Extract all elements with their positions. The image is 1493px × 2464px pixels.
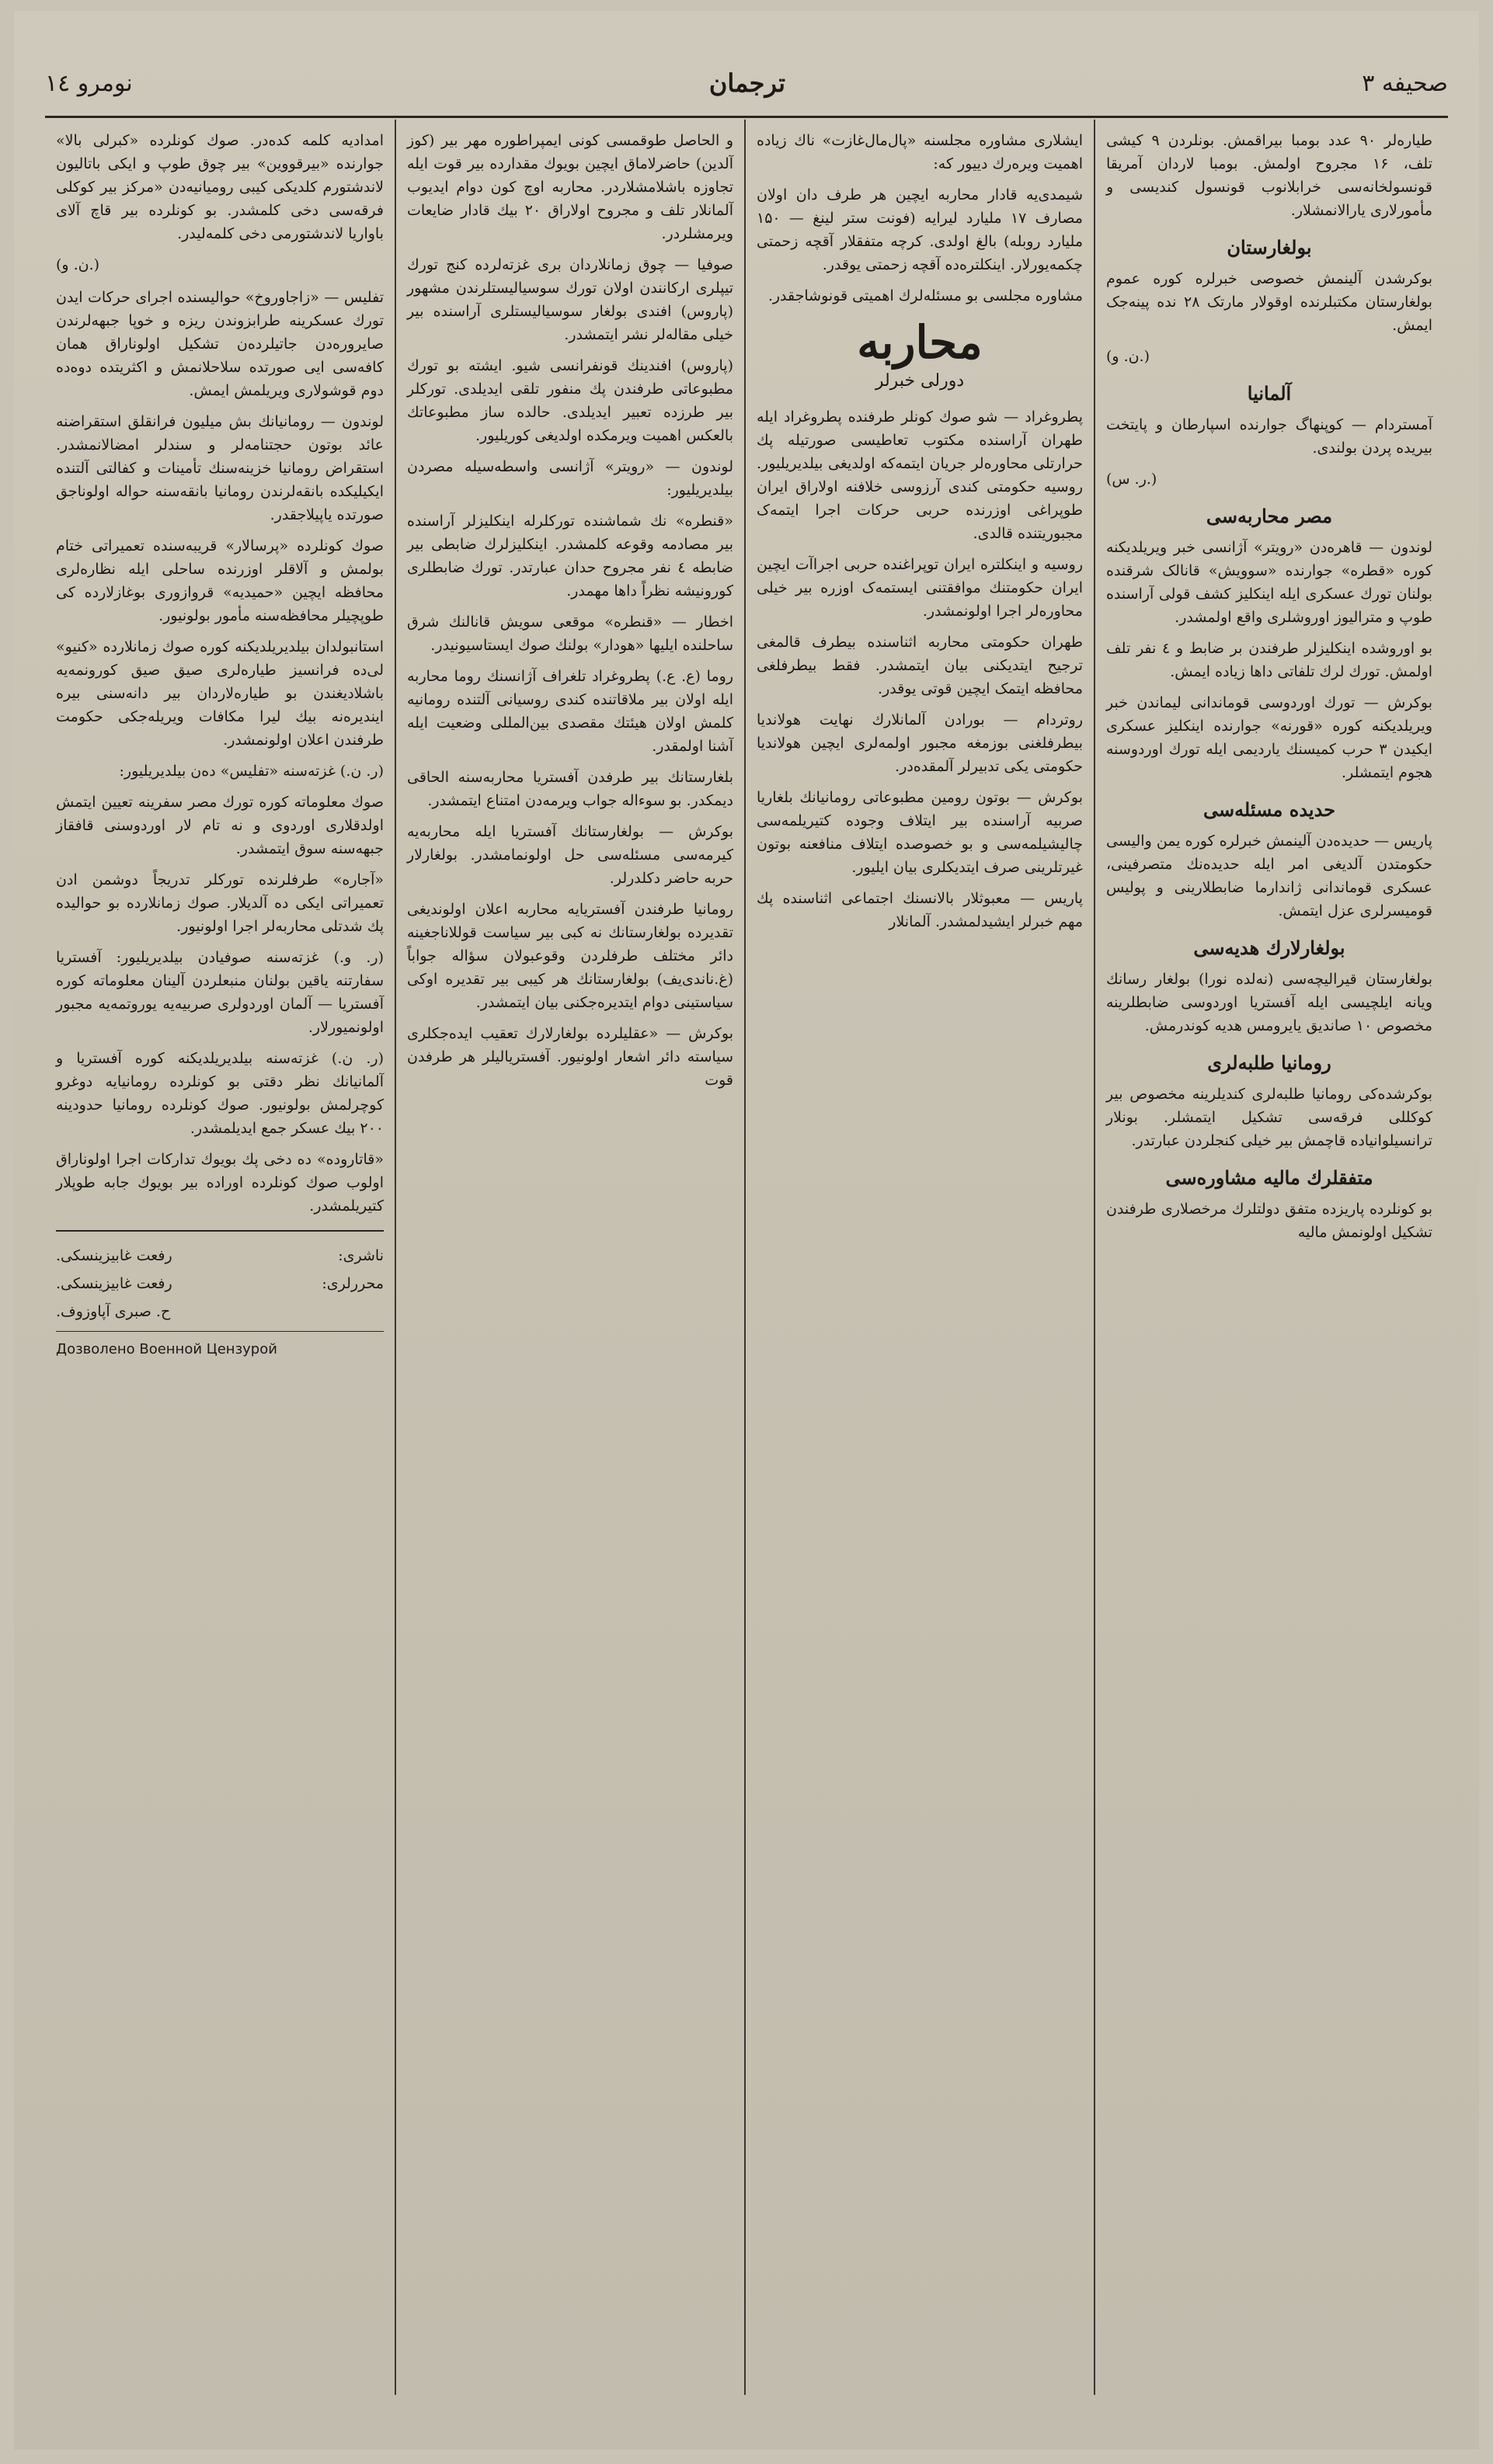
section-heading: رومانیا طلبه‌لری: [1207, 1051, 1331, 1074]
article-text: بلغارستانك بیر طرفدن آفستریا محاربه‌سنه الحاقی دیمکدر. بو سوءاله جواب ویرمه‌دن امتناع ایتمشدر.: [407, 769, 733, 809]
war-subheadline: دورلی خبرلر: [875, 371, 965, 391]
section-heading: مصر محاربه‌سی: [1206, 505, 1333, 527]
article-text: صوك معلوماته کوره تورك مصر سفرینه تعیین ایتمش اولدقلاری اوردوی و نه تام لار اوردوسنی قافقاز جبهه‌سنه سوق ایتمشدر.: [56, 794, 384, 857]
article-text: اخطار — «قنطره» موقعی سویش قانالنك شرق ساحلنده ایلیها «هودار» بولنك صوك ایستاسیونیدر.: [407, 613, 733, 654]
article-text: بوکرشده‌کی رومانیا طلبه‌لری کندیلرینه مخصوص بیر کوکللی فرقه‌سی تشکیل ایتمشلر. بونلار ترانسیلوانیاده قاچمش بیر خیلی کنجلردن عبارتدر.: [1106, 1086, 1432, 1149]
article-text: روتردام — بورادن آلمانلارك نهایت هولاندیا بیطرفلغنی بوزمغه مجبور اولمه‌لری ایچین هولاندیا حکومتی یکی تدبیرلر آلمقده‌در.: [757, 711, 1083, 775]
article-text: استانبولدان بیلدیریلدیکنه کوره صوك زمانلارده «کنیو» لی‌ده فرانسیز طیاره‌لری صیق صیق کورونمه‌یه باشلادیغندن بو طیاره‌لاردان بیر دانه‌سنی بیره ایندیره‌نه بیك لیرا مکافات ویریله‌جکی حکومت طرفندن اعلان اولونمشدر.: [56, 638, 384, 749]
article-text: بو اوروشده اینکلیزلر طرفندن بر ضابط و ٤ نفر تلف اولمش. تورك لرك تلفاتی داها زیاده ایمش.: [1106, 640, 1432, 680]
war-headline: محاربه: [857, 316, 983, 369]
article-text: بو کونلرده پاریزده متفق دولتلرك مرخصلاری طرفندن تشکیل اولونمش مالیه: [1106, 1201, 1432, 1241]
columns: [45, 120, 1443, 2395]
credits-block: [56, 1230, 384, 1361]
article-text: بوکرش — بولغارستانك آفستریا ایله محاربه‌یه کیرمه‌سی مسئله‌سی حل اولونمامشدر. بولغارلار حربه حاضر دکلدرلر.: [407, 823, 733, 887]
page-label: صحیفه ۳: [1362, 69, 1448, 97]
source-signature: (ر. س.): [1106, 471, 1157, 488]
article-text: امدادیه کلمه کده‌در. صوك کونلرده «کبرلی بالا» جوارنده «بیرقووین» بیر چوق طوپ و ایکی باتالیون لاندشتورم کلدیکی کیبی رومیانیه‌دن «مرکز بیر کوکلی فرقه‌سی دخی کلمشدر. بو کونلرده بیر قاچ آلای باواریا لاندشتورمی دخی کلمه‌لیدر.: [56, 132, 384, 242]
section-heading: حدیده مسئله‌سی: [1202, 798, 1336, 821]
article-text: صوك کونلرده «پرسالار» قریبه‌سنده تعمیراتی ختام بولمش و آلاقلر اوزرنده ساحلی ایله نظاره‌لری محافظه ایچین «حمیدیه» قروازوری بوغازلارده کی طوپچیلر محافظه‌سنه مأمور بولونیور.: [56, 537, 384, 624]
article-text: (ر. ن.) غزته‌سنه «تفلیس» ده‌ن بیلدیریلیور:: [119, 763, 384, 780]
article-text: پاریس — معبوثلار بالانسنك اجتماعی اثناسنده پك مهم خبرلر ایشیدلمشدر. آلمانلار: [757, 890, 1083, 930]
article-text: «قنطره» نك شماشنده تورکلرله اینکلیزلر آراسنده بیر مصادمه وقوعه کلمشدر. اینکلیزلرك ضابطی بیر ضابطه ٤ نفر مجروح حدان عبارتدر. تورك ضابطلری کورونیشه نظراً داها مهمدر.: [407, 513, 734, 599]
article-text: (پاروس) افندینك قونفرانسی شیو. ایشته بو تورك مطبوعاتی طرفندن پك منفور تلقی ایدیلدی. تورکلر بیر طرزده تعبیر ایدیلدی. حالده ساز مطبوعاتك بالعکس اهمیت ویرمکده اولدیغی کوریلیور.: [407, 357, 733, 444]
editors-row-2: [56, 1300, 384, 1323]
article-text: پاریس — حدیده‌دن آلینمش خبرلره کوره یمن والیسی حکومتدن آلدیغی امر ایله حدیده‌نك متصرفینی، عسکری قوماندانی ژاندارما ضابطلارینی و پولیس قومیسرلری عزل ایتمش.: [1106, 832, 1432, 919]
section-heading: بولغارلارك هدیه‌سی: [1193, 937, 1345, 959]
article-text: لوندون — قاهره‌دن «رویتر» آژانسی خبر ویریلدیکنه کوره «قطره» جوارنده «سوویش» قانالک شرقنده بولنان تورك عسکری ایله اینکلیز کشف قولی آراسنده طوپ و مترالیوز اوروشلری واقع اولمشدر.: [1106, 539, 1432, 626]
article-text: بوکرش — بوتون رومین مطبوعاتی رومانیانك بلغاریا صربیه آراسنده بیر ایتلاف وجوده کتیریلمه‌سی چالیشیلمه‌سی و بو خصوصده ایتلاف منافعنه بوتون غیرتلرینی صرف ایتدیکلری بیان ایلیور.: [757, 789, 1083, 876]
issue-number: نومرو ١٤: [45, 69, 133, 97]
editor-name: رفعت غابیزینسکی.: [56, 1275, 172, 1292]
article-text: مشاوره مجلسی بو مسئله‌لرك اهمیتی قونوشاجقدر.: [767, 287, 1083, 304]
article-text: ایشلاری مشاوره مجلسنه «پال‌مال‌غازت» ناك زیاده اهمیت ویره‌رك دییور که:: [757, 132, 1083, 172]
article-text: «قاتاروده» ده دخی پك بویوك تدارکات اجرا اولوناراق اولوب صوك کونلرده اوراده بیر بویوك جابه طوپلار کتیریلمشدر.: [56, 1151, 384, 1215]
article-text: «آجاره» طرفلرنده تورکلر تدریجاً دوشمن ادن تعمیراتی ایکی ده آلدیلار. صوك زمانلارده بو حوالیده پك شدتلی محاربه‌لر اجرا اولونیور.: [56, 871, 384, 935]
article-text: آمستردام — کوپنهاگ جوارنده اسپارطان و پایتخت بیریده پردن بولندی.: [1106, 416, 1432, 457]
section-heading: بولغارستان: [1227, 236, 1312, 259]
column-4: [45, 120, 395, 2395]
section-heading: آلمانیا: [1247, 382, 1292, 405]
publisher-row: [56, 1244, 384, 1267]
article-text: لوندون — «رویتر» آژانسی واسطه‌سیله مصردن بیلدیریلیور:: [407, 458, 733, 499]
source-signature: (ن. و.): [1106, 348, 1150, 365]
column-2: [744, 120, 1094, 2395]
article-text: (ر. ن.) غزته‌سنه بیلدیریلدیکنه کوره آفستریا و آلمانیانك نظر دقتی بو کونلرده رومانیایه دوغرو کوچرلمش بولونیور. صوك کونلرده رومانیا حدودینه ۲۰۰ بیك عسکر جمع ایدیلمشدر.: [56, 1050, 384, 1137]
editors-row: [56, 1272, 384, 1295]
source-signature: (ن. و.): [56, 256, 100, 273]
editors-label: محررلری:: [322, 1275, 384, 1292]
article-text: رومانیا طرفندن آفستریایه محاربه اعلان اولوندیغی تقدیرده بولغارستانك نه کبی بیر سیاست قوللاناجغینه دائر مختلف طرفلردن وقوعبولان سؤاله جواباً (غ.ناندی‌یف) بولغارستانك هر کیبی بیر تقدیره اوکی سیاستینی دوام ایتدیره‌جکنی بیان ایتمشدر.: [407, 901, 733, 1011]
editor-name: ح. صبری آپاوزوف.: [56, 1303, 171, 1320]
article-text: (ر. و.) غزته‌سنه صوفیادن بیلدیریلیور: آفستریا سفارتنه یاقین بولنان منبعلردن آلینان معلوماته کوره آفستریا — آلمان اوردولری صربیه‌یه یوروتمه‌یه مجبور اولونمیورلار.: [56, 949, 384, 1036]
newspaper-page: [14, 11, 1479, 2449]
article-text: صوفیا — چوق زمانلاردان بری غزته‌لرده کنج تورك تیپلری ارکانندن اولان تورك سوسیالیستلرندن مشهور (پاروس) افندی بولغار سوسیالیستلری آراسنده بیر خیلی مقاله‌لر نشر ایتمشدر.: [407, 256, 733, 343]
article-text: بولغارستان قیرالیچه‌سی (نه‌لده نورا) بولغار رسانك ویانه ایلچیسی ایله آفستریا اوردوسی ضابطلرینه مخصوص ۱۰ صاندیق یایرومس هدیه کوندرمش.: [1106, 971, 1432, 1034]
article-text: طیاره‌لر ۹۰ عدد بومبا بیراقمش. بونلردن ۹ کیشی تلف، ۱۶ مجروح اولمش. بومبا لاردان آمریقا قونسولخانه‌سی خرابلانوب قونسول کندیسی و مأمورلاری یارالانمشلار.: [1106, 132, 1433, 219]
article-text: روما (ع. ع.) پطروغراد تلغراف آژانسنك روما محاربه ایله اولان بیر ملاقاتنده کندی روسیانی آلتنده رومانیه کلمش اولان هیئتك مقصدی بین‌المللی وضعیت ایله آشنا اولمقدر.: [407, 668, 733, 755]
article-text: شیمدی‌یه قادار محاربه ایچین هر طرف دان اولان مصارف ۱۷ ملیارد لیرایه (فونت ستر لینغ — ۱۵۰ ملیارد روبله) بالغ اولدی. کرچه متفقلار آقچه زحمتی چکمه‌یورلار. اینکلتره‌ده آقچه زحمتی یوقدر.: [757, 186, 1083, 273]
newspaper-title: ترجمان: [708, 68, 786, 98]
article-text: طهران حکومتی محاربه اثناسنده بیطرف قالمغی ترجیح ایتدیکنی بیان ایتمشدر. فقط بیطرفلغی محافظه ایتمک ایچین قوتی یوقدر.: [757, 634, 1083, 697]
masthead-rule: [45, 116, 1448, 118]
article-text: لوندون — رومانیانك بش میلیون فرانقلق استقراضنه عائد بوتون حجتنامه‌لر و سندلر امضالانمشدر. استقراض رومانیا خزینه‌سنك تأمینات و کفالتی آلتنده ایکیلیکده بانقه‌لرندن رومانیا بانقه‌سنه حواله اولوناجق صورتده یاپیلاجقدر.: [56, 413, 384, 523]
article-text: تفلیس — «زاجاوروخ» حوالیسنده اجرای حرکات ایدن تورك عسکرینه طرابزوندن ریزه و خوپا جبهه‌لرندن صایروره‌دن جاتیلرده‌ن تشکیل اولوناراق همان کافه‌سی ایی صورتده سلاحلانمش و اکثریتده دوه‌ده دوم قوشولاری ویریلمش ایمش.: [56, 289, 384, 399]
article-text: بوکرشدن آلینمش خصوصی خبرلره کوره عموم بولغارستان مکتبلرنده اوقولار مارتک ۲۸ نده پینه‌جک ایمش.: [1106, 270, 1432, 334]
article-text: روسیه و اینکلتره ایران توپراغنده حربی اجراآت ایچین ایران حکومتنك موافقتنی ایستمه‌ک اوزره بیر خیلی محاوره‌لر اجرا اولونمشدر.: [757, 556, 1083, 620]
censor-approval: Дозволено Военной Цензурой: [56, 1331, 384, 1361]
column-1: [1094, 120, 1443, 2395]
publisher-name: رفعت غابیزینسکی.: [56, 1247, 172, 1264]
section-heading: متفقلرك مالیه مشاوره‌سی: [1165, 1166, 1373, 1189]
publisher-label: ناشری:: [338, 1247, 384, 1264]
article-text: بوکرش — «عقلیلرده بولغارلارك تعقیب ایده‌جکلری سیاسته دائر اشعار اولونیور. آفستریالیلر هر طرفدن قوت: [407, 1025, 733, 1089]
article-text: و الحاصل طوقمسی کونی ایمپراطوره مهر بیر (کوز آلدین) حاضرلاماق ایچین بویوك مقدارده بیر قوت ایله تجاوزه باشلامشلاردر. محاربه اوچ کون دوام ایدیوب آلمانلار تلف و مجروح اولاراق ۲۰ بیك قادار ضایعات ویرمشلردر.: [407, 132, 733, 242]
masthead: [45, 48, 1448, 118]
article-text: بوکرش — تورك اوردوسی قوماندانی لیماندن خبر ویریلدیکنه کوره «قورنه» جوارنده اینکلیز عسکری ایکیدن ۳ حرب کمیسنك یاردیمی ایله تورك اوردوسنه هجوم ایتمشلر.: [1106, 694, 1432, 781]
column-3: [395, 120, 744, 2395]
article-text: پطروغراد — شو صوك کونلر طرفنده پطروغراد ایله طهران آراسنده مکتوب تعاطیسی صورتیله پك حرارتلی محاوره‌لر جریان ایتمه‌که اولدیغی بیلدیریلیور. روسیه حکومتی کندی آرزوسی خلافنه اولاراق ایران طوپراغی اوزرنده حربی حرکات اجرا ایتمه‌ک مجبوریتنده قالدی.: [757, 408, 1083, 542]
